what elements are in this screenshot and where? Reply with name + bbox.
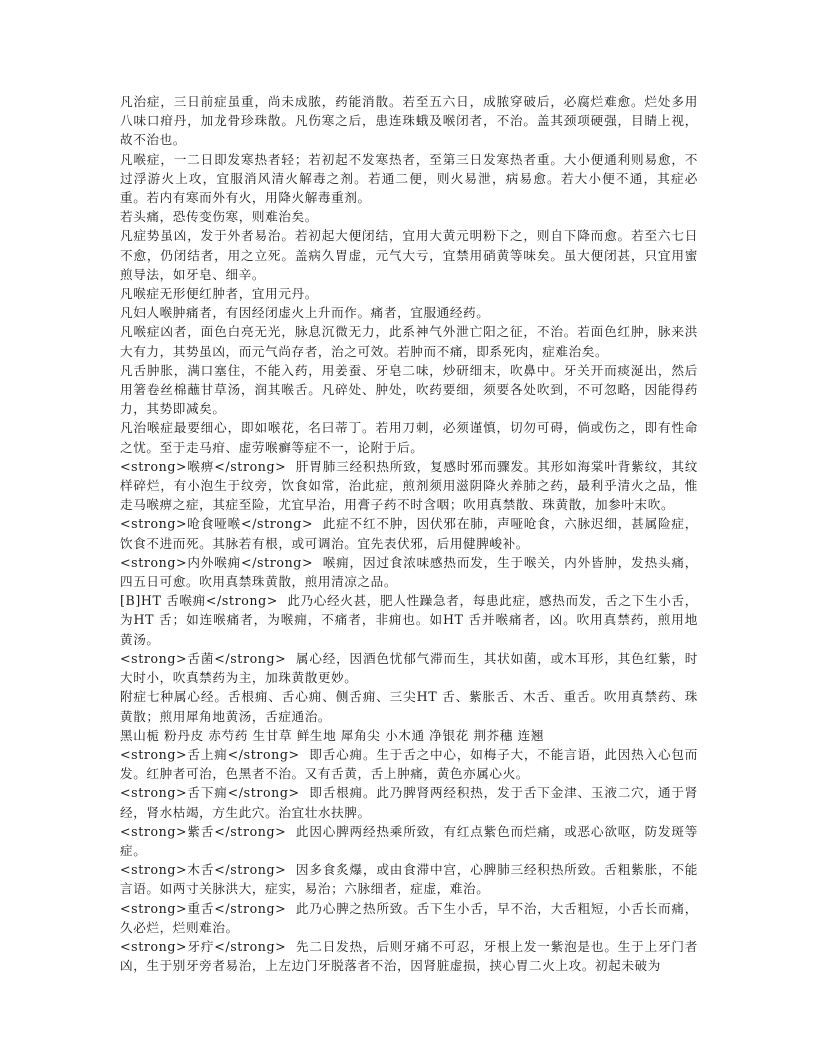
paragraph: <strong>内外喉痈</strong> 喉痈，因过食浓味感热而发，生于喉关，内外皆肿，发热头痛，四五日可愈。吹用真禁珠黄散，煎用清凉之品。 bbox=[120, 554, 698, 590]
paragraph: 凡症势虽凶，发于外者易治。若初起大便闭结，宜用大黄元明粉下之，则自下降而愈。若至六七日不愈，仍闭结者，用之立死。盖病久胃虚，元气大亏，宜禁用硝黄等味矣。虽大便闭甚，只宜用蜜煎导法，如牙皂、细辛。 bbox=[120, 228, 698, 282]
document-body bbox=[120, 92, 698, 975]
paragraph: <strong>舌上痈</strong> 即舌心痈。生于舌之中心，如梅子大，不能言语，此因热入心包而发。红肿者可治，色黑者不治。又有舌黄，舌上肿痛，黄色亦属心火。 bbox=[120, 746, 698, 782]
paragraph: <strong>呛食哑喉</strong> 此症不红不肿，因伏邪在肺，声哑呛食，六脉迟细，甚属险症，饮食不进而死。其脉若有根，或可调治。宜先表伏邪，后用健脾峻补。 bbox=[120, 516, 698, 551]
paragraph: <strong>木舌</strong> 因多食炙爆，或由食滞中宫，心脾肺三经积热所致。舌粗紫胀，不能言语。如两寸关脉洪大，症实，易治；六脉细者，症虚，难治。 bbox=[120, 862, 698, 897]
paragraph: 凡喉症，一二日即发寒热者轻；若初起不发寒热者，至第三日发寒热者重。大小便通利则易愈，不过浮游火上攻，宜服消风清火解毒之剂。若通二便，则火易泄，病易愈。若大小便不通，其症必重。若内有寒而外有火，用降火解毒重剂。 bbox=[120, 151, 698, 206]
herb-list: 黑山栀 粉丹皮 赤芍药 生甘草 鲜生地 犀角尖 小木通 净银花 荆芥穗 连翘 bbox=[120, 727, 545, 743]
paragraph: 凡治喉症最要细心，即如喉花，名曰蒂丁。若用刀刺，必须谨慎，切勿可碍，倘或伤之，即有性命之忧。至于走马疳、虚劳喉癣等症不一，论附于后。 bbox=[120, 420, 698, 455]
paragraph: 若头痛，恐传变伤寒，则难治矣。 bbox=[120, 209, 318, 225]
paragraph: <strong>紫舌</strong> 此因心脾两经热乘所致，有红点紫色而烂痛，或恶心欲呕，防发斑等症。 bbox=[120, 823, 698, 858]
paragraph: <strong>舌菌</strong> 属心经，因酒色忧郁气滞而生，其状如菌，或木耳形，其色红紫，时大时小，吹真禁药为主，加珠黄散更妙。 bbox=[120, 650, 698, 686]
paragraph: <strong>重舌</strong> 此乃心脾之热所致。舌下生小舌，早不治，大舌粗短，小舌长而痛，久必烂，烂则难治。 bbox=[120, 900, 698, 935]
paragraph: <strong>舌下痈</strong> 即舌根痈。此乃脾肾两经积热，发于舌下金津、玉液二穴，通于肾经，肾水枯竭，方生此穴。治宜壮水扶脾。 bbox=[120, 785, 698, 820]
paragraph: <strong>喉痹</strong> 肝胃肺三经积热所致，复感时邪而骤发。其形如海棠叶背紫纹，其纹样碎烂，有小泡生于纹旁，饮食如常，治此症，煎剂须用滋阴降火养肺之药，最利乎清火之品，惟走马喉痹之症，其症至险，尤宜早治，用膏子药不时含咽；吹用真禁散、珠黄散，加参叶末吹。 bbox=[120, 458, 698, 513]
paragraph: [B]HT 舌喉痈</strong> 此乃心经火甚，肥人性躁急者，每患此症，感热而发，舌之下生小舌，为HT 舌；如连喉痛者，为喉痈，不痛者，非痈也。如HT 舌并喉痛者，凶。吹用真禁药，煎用地黄汤。 bbox=[120, 593, 698, 647]
paragraph: 凡喉症凶者，面色白亮无光，脉息沉微无力，此系神气外泄亡阳之征，不治。若面色红肿，脉来洪大有力，其势虽凶，而元气尚存者，治之可效。若肿而不痛，即系死肉，症难治矣。 bbox=[120, 324, 698, 359]
paragraph: <strong>牙疔</strong> 先二日发热，后则牙痛不可忍，牙根上发一紫泡是也。生于上牙门者凶，生于别牙旁者易治，上左边门牙脱落者不治，因肾脏虚损，挟心胃二火上攻。初起未破为 bbox=[120, 938, 698, 974]
paragraph: 附症七种属心经。舌根痈、舌心痈、侧舌痈、三尖HT 舌、紫胀舌、木舌、重舌。吹用真禁药、珠黄散；煎用犀角地黄汤，舌症通治。 bbox=[120, 689, 698, 724]
paragraph: 凡妇人喉肿痛者，有因经闭虚火上升而作。痛者，宜服通经药。 bbox=[120, 305, 490, 321]
paragraph: 凡喉症无形便红肿者，宜用元丹。 bbox=[120, 286, 318, 302]
paragraph: 凡舌肿胀，满口塞住，不能入药，用姜蚕、牙皂二味，炒研细末，吹鼻中。牙关开而痰涎出，然后用箸卷丝棉蘸甘草汤，润其喉舌。凡碎处、肿处，吹药要细，须要各处吹到，不可忽略，因能得药力，其势即减矣。 bbox=[120, 362, 698, 417]
paragraph: 凡治症，三日前症虽重，尚未成脓，药能消散。若至五六日，成脓穿破后，必腐烂难愈。烂处多用八味口疳丹，加龙骨珍珠散。凡伤寒之后，患连珠蛾及喉闭者，不治。盖其颈项硬强，目睛上视，故不治也。 bbox=[120, 94, 698, 148]
